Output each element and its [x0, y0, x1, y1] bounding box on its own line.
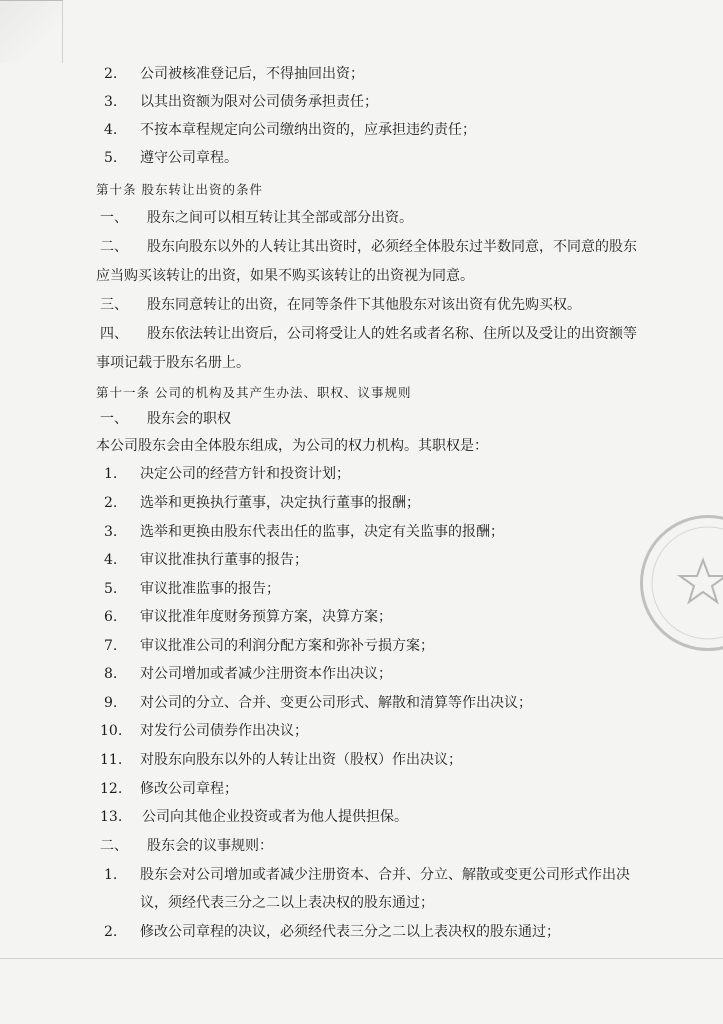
item-number: 2. — [104, 495, 118, 511]
item-number: 13. — [100, 809, 123, 825]
item-text: 审议批准公司的利润分配方案和弥补亏损方案； — [140, 638, 434, 654]
section-number: 一、 — [100, 411, 128, 427]
item-text: 对公司的分立、合并、变更公司形式、解散和清算等作出决议； — [140, 695, 532, 711]
item-text: 选举和更换由股东代表出任的监事，决定有关监事的报酬； — [140, 524, 504, 540]
item-text: 股东会对公司增加或者减少注册资本、合并、分立、解散或变更公司形式作出决 — [140, 867, 630, 883]
item-number: 1. — [104, 867, 118, 883]
item-number: 9. — [104, 695, 118, 711]
item-text: 审议批准执行董事的报告； — [140, 552, 308, 568]
item-number: 10. — [100, 723, 123, 739]
item-text-continued: 事项记载于股东名册上。 — [96, 355, 250, 371]
item-number: 3. — [104, 524, 118, 540]
item-text-continued: 议，须经代表三分之二以上表决权的股东通过； — [140, 895, 434, 911]
item-number: 一、 — [100, 210, 128, 226]
item-number: 5. — [104, 581, 118, 597]
page-corner-mark — [0, 0, 63, 63]
section-intro: 本公司股东会由全体股东组成，为公司的权力机构。其职权是： — [96, 438, 488, 454]
item-number: 4. — [104, 552, 118, 568]
item-text: 股东之间可以相互转让其全部或部分出资。 — [147, 210, 413, 226]
item-text: 股东向股东以外的人转让其出资时，必须经全体股东过半数同意，不同意的股东 — [147, 239, 637, 255]
section-title: 股东会的议事规则： — [147, 838, 273, 854]
page-bottom-rule — [0, 958, 723, 959]
item-text: 公司向其他企业投资或者为他人提供担保。 — [142, 809, 408, 825]
item-text: 不按本章程规定向公司缴纳出资的，应承担违约责任； — [140, 122, 476, 138]
item-number: 1. — [104, 466, 118, 482]
item-number: 二、 — [100, 239, 128, 255]
item-number: 7. — [104, 638, 118, 654]
item-number: 4. — [104, 122, 118, 138]
item-text: 公司被核准登记后，不得抽回出资； — [140, 66, 364, 82]
article-11-title: 第十一条 公司的机构及其产生办法、职权、议事规则 — [96, 385, 412, 400]
item-number: 8. — [104, 666, 118, 682]
item-number: 11. — [100, 752, 123, 768]
item-text: 选举和更换执行董事，决定执行董事的报酬； — [140, 495, 420, 511]
seal-star-icon — [643, 518, 723, 648]
item-text-continued: 应当购买该转让的出资，如果不购买该转让的出资视为同意。 — [96, 268, 474, 284]
item-number: 2. — [104, 66, 118, 82]
item-text: 以其出资额为限对公司债务承担责任； — [140, 94, 378, 110]
item-number: 三、 — [100, 297, 128, 313]
company-seal — [640, 515, 723, 651]
item-text: 股东依法转让出资后，公司将受让人的姓名或者名称、住所以及受让的出资额等 — [147, 326, 637, 342]
item-text: 审议批准年度财务预算方案，决算方案； — [140, 609, 392, 625]
item-text: 对公司增加或者减少注册资本作出决议； — [140, 666, 392, 682]
item-number: 2. — [104, 924, 118, 940]
item-number: 12. — [100, 781, 123, 797]
article-10-title: 第十条 股东转让出资的条件 — [96, 182, 263, 197]
item-text: 修改公司章程； — [140, 781, 238, 797]
item-text: 遵守公司章程。 — [140, 150, 238, 166]
item-text: 修改公司章程的决议，必须经代表三分之二以上表决权的股东通过； — [140, 924, 560, 940]
item-number: 四、 — [100, 326, 128, 342]
item-text: 对发行公司债券作出决议； — [140, 723, 308, 739]
item-text: 股东同意转让的出资，在同等条件下其他股东对该出资有优先购买权。 — [147, 297, 581, 313]
item-number: 5. — [104, 150, 118, 166]
section-number: 二、 — [100, 838, 128, 854]
section-title: 股东会的职权 — [147, 411, 231, 427]
item-text: 审议批准监事的报告； — [140, 581, 280, 597]
item-text: 对股东向股东以外的人转让出资（股权）作出决议； — [140, 752, 462, 768]
item-number: 3. — [104, 94, 118, 110]
item-text: 决定公司的经营方针和投资计划； — [140, 466, 350, 482]
item-number: 6. — [104, 609, 118, 625]
